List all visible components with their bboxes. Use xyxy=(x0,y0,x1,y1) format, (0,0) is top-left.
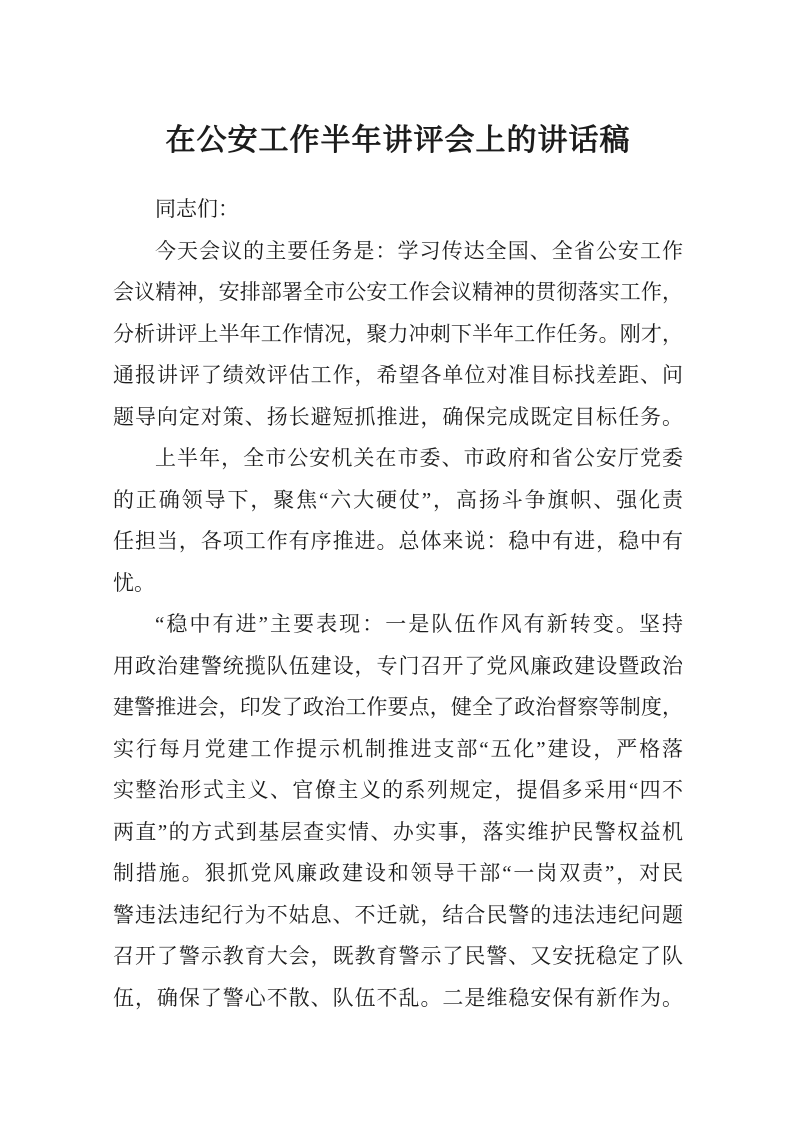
text-line: 用政治建警统揽队伍建设，专门召开了党风廉政建设暨政治 xyxy=(113,653,683,678)
text-line: 题导向定对策、扬长避短抓推进，确保完成既定目标任务。 xyxy=(113,404,683,429)
paragraph xyxy=(113,604,683,1019)
text-line: 忧。 xyxy=(113,570,155,595)
text-line: 上半年，全市公安机关在市委、市政府和省公安厅党委 xyxy=(155,446,683,470)
text-line: 同志们： xyxy=(155,197,239,221)
document-title: 在公安工作半年讲评会上的讲话稿 xyxy=(165,124,631,157)
text-line: 实整治形式主义、官僚主义的系列规定，提倡多采用“四不 xyxy=(113,778,683,802)
text-line: 警违法违纪行为不姑息、不迁就，结合民警的违法违纪问题 xyxy=(113,902,683,927)
paragraph xyxy=(113,438,683,604)
text-line: 实行每月党建工作提示机制推进支部“五化”建设，严格落 xyxy=(113,736,683,761)
text-line: 制措施。狠抓党风廉政建设和领导干部“一岗双责”，对民 xyxy=(113,861,683,885)
text-line: 建警推进会，印发了政治工作要点，健全了政治督察等制度， xyxy=(113,695,683,719)
paragraph xyxy=(113,189,683,231)
text-line: 召开了警示教育大会，既教育警示了民警、又安抚稳定了队 xyxy=(113,944,683,968)
paragraph xyxy=(113,231,683,439)
text-line: 通报讲评了绩效评估工作，希望各单位对准目标找差距、问 xyxy=(113,363,683,387)
text-line: 伍，确保了警心不散、队伍不乱。二是维稳安保有新作为。 xyxy=(113,985,683,1010)
text-line: 任担当，各项工作有序推进。总体来说：稳中有进，稳中有 xyxy=(113,529,683,553)
text-line: 两直”的方式到基层查实情、办实事，落实维护民警权益机 xyxy=(113,819,683,844)
text-line: 今天会议的主要任务是：学习传达全国、全省公安工作 xyxy=(155,238,683,263)
text-line: 的正确领导下，聚焦“六大硬仗”，高扬斗争旗帜、强化责 xyxy=(113,487,683,512)
text-line: “稳中有进”主要表现：一是队伍作风有新转变。坚持 xyxy=(155,612,683,636)
text-line: 会议精神，安排部署全市公安工作会议精神的贯彻落实工作， xyxy=(113,280,683,304)
text-line: 分析讲评上半年工作情况，聚力冲刺下半年工作任务。刚才， xyxy=(113,321,683,346)
